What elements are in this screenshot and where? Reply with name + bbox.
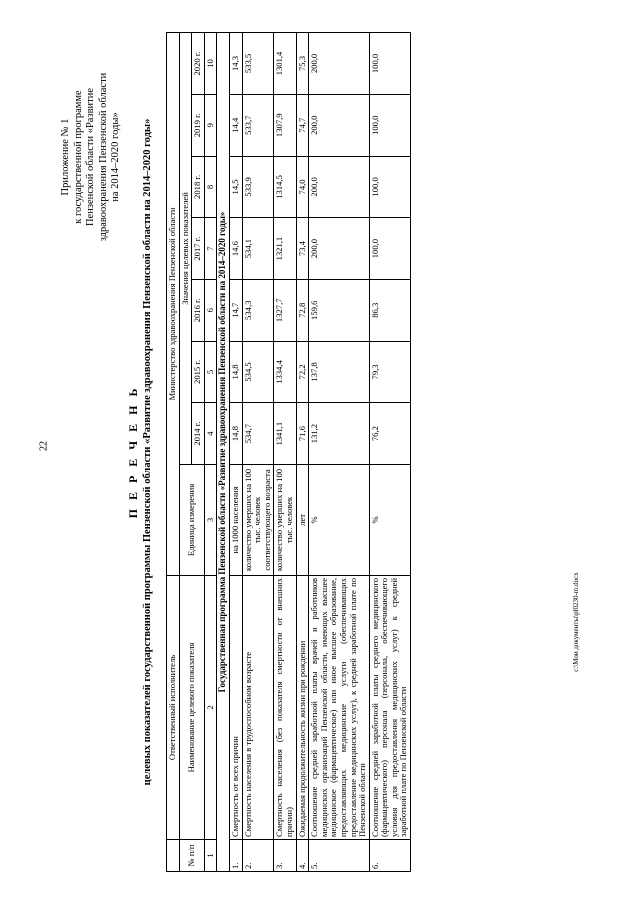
column-number: 2 — [204, 575, 217, 839]
row-name: Смертность населения в трудоспособном возрасте — [242, 575, 274, 839]
row-unit: лет — [296, 464, 309, 575]
row-unit: на 1000 населения — [229, 464, 242, 575]
table-row — [369, 33, 410, 872]
program-row: Государственная программа Пензенской области «Развитие здравоохранения Пензенской области на 2014–2020 годы» — [217, 33, 230, 872]
header-year: 2014 г. — [192, 403, 205, 465]
row-value: 200,0 — [309, 156, 370, 218]
column-number: 8 — [204, 156, 217, 218]
header-year: 2018 г. — [192, 156, 205, 218]
row-value: 14,5 — [229, 156, 242, 218]
table-row — [309, 33, 370, 872]
footer-file-path: c:\Мои документы\pl0230-m.docx — [572, 572, 580, 672]
row-value: 14,4 — [229, 94, 242, 156]
row-name: Ожидаемая продолжительность жизни при рождении — [296, 575, 309, 839]
row-value: 14,8 — [229, 403, 242, 465]
row-value: 72,8 — [296, 279, 309, 341]
column-number: 4 — [204, 403, 217, 465]
appendix-line: Приложение № 1 — [60, 118, 71, 196]
row-value: 200,0 — [309, 94, 370, 156]
table-cell-empty — [167, 839, 180, 871]
row-value: 137,8 — [309, 341, 370, 403]
row-name: Соотношение средней заработной платы врачей и работников медицинских организаций Пензенской области, имеющих высшее медицинское (фармацевтическое) или иное высшее образование, предоставляющих медицинские услуги (обеспечивающих предоставление медицинских услуг), к средней заработной плате по Пензенской области — [309, 575, 370, 839]
row-value: 1334,4 — [274, 341, 296, 403]
row-value: 1327,7 — [274, 279, 296, 341]
header-indicator: Наименование целевого показателя — [179, 575, 204, 839]
row-value: 79,3 — [369, 341, 410, 403]
row-value: 131,2 — [309, 403, 370, 465]
row-value: 74,0 — [296, 156, 309, 218]
column-number: 10 — [204, 33, 217, 95]
header-executor-value: Министерство здравоохранения Пензенской области — [167, 33, 180, 576]
row-value: 1314,5 — [274, 156, 296, 218]
header-executor: Ответственный исполнитель — [167, 575, 180, 839]
column-number: 9 — [204, 94, 217, 156]
table-row — [274, 33, 296, 872]
row-value: 100,0 — [369, 218, 410, 280]
row-value: 14,6 — [229, 218, 242, 280]
table-row — [296, 33, 309, 872]
document-titles — [126, 32, 153, 872]
row-num: 1. — [229, 839, 242, 871]
rotated-page-content — [60, 32, 580, 872]
row-value: 534,3 — [242, 279, 274, 341]
column-number: 6 — [204, 279, 217, 341]
row-unit: количество умерших на 100 тыс. человек — [274, 464, 296, 575]
row-value: 533,5 — [242, 33, 274, 95]
header-year: 2019 г. — [192, 94, 205, 156]
header-year: 2015 г. — [192, 341, 205, 403]
header-year: 2016 г. — [192, 279, 205, 341]
column-number: 7 — [204, 218, 217, 280]
row-value: 159,6 — [309, 279, 370, 341]
appendix-header — [60, 32, 123, 282]
row-value: 74,7 — [296, 94, 309, 156]
row-num: 5. — [309, 839, 370, 871]
table-row — [242, 33, 274, 872]
row-num: 4. — [296, 839, 309, 871]
table-row — [229, 33, 242, 872]
row-num: 3. — [274, 839, 296, 871]
row-value: 100,0 — [369, 94, 410, 156]
header-num: № п/п — [179, 839, 204, 871]
column-number: 5 — [204, 341, 217, 403]
row-name: Смертность населения (без показателя смертности от внешних причин) — [274, 575, 296, 839]
appendix-line: к государственной программе — [72, 90, 84, 224]
row-value: 73,4 — [296, 218, 309, 280]
appendix-line: здравоохранения Пензенской области — [97, 72, 109, 242]
row-value: 100,0 — [369, 156, 410, 218]
document-title: П Е Р Е Ч Е Н Ь — [126, 385, 140, 519]
row-value: 72,2 — [296, 341, 309, 403]
row-value: 533,7 — [242, 94, 274, 156]
row-num: 6. — [369, 839, 410, 871]
row-value: 100,0 — [369, 33, 410, 95]
page-number: 22 — [38, 441, 50, 451]
row-value: 14,8 — [229, 341, 242, 403]
row-value: 86,3 — [369, 279, 410, 341]
document-subtitle: целевых показателей государственной программы Пензенской области «Развитие здравоохранения Пензенской области на 2014–2020 годы» — [142, 118, 153, 786]
row-unit: % — [369, 464, 410, 575]
appendix-line: Пензенской области «Развитие — [85, 87, 96, 227]
row-value: 1321,1 — [274, 218, 296, 280]
row-value: 71,6 — [296, 403, 309, 465]
header-year: 2017 г. — [192, 218, 205, 280]
row-value: 534,5 — [242, 341, 274, 403]
row-unit: % — [309, 464, 370, 575]
row-value: 1341,1 — [274, 403, 296, 465]
header-values: Значения целевых показателей — [179, 33, 192, 465]
row-value: 14,7 — [229, 279, 242, 341]
row-name: Соотношение средней заработной платы среднего медицинского (фармацевтического) персонала (персонала, обеспечивающего условия для предоставления медицинских услуг) к средней заработной плате по Пензенской области — [369, 575, 410, 839]
row-value: 75,3 — [296, 33, 309, 95]
row-value: 534,1 — [242, 218, 274, 280]
column-number: 1 — [204, 839, 217, 871]
row-value: 1307,9 — [274, 94, 296, 156]
appendix-line: на 2014–2020 годы» — [110, 112, 121, 202]
row-value: 1301,4 — [274, 33, 296, 95]
row-name: Смертность от всех причин — [229, 575, 242, 839]
row-value: 534,7 — [242, 403, 274, 465]
row-value: 14,3 — [229, 33, 242, 95]
row-num: 2. — [242, 839, 274, 871]
row-value: 200,0 — [309, 218, 370, 280]
row-value: 200,0 — [309, 33, 370, 95]
header-unit: Единица измерения — [179, 464, 204, 575]
row-unit: количество умерших на 100 тыс. человек соответствующего возраста — [242, 464, 274, 575]
row-value: 76,2 — [369, 403, 410, 465]
column-number: 3 — [204, 464, 217, 575]
indicators-table — [166, 32, 411, 872]
header-year: 2020 г. — [192, 33, 205, 95]
row-value: 533,9 — [242, 156, 274, 218]
